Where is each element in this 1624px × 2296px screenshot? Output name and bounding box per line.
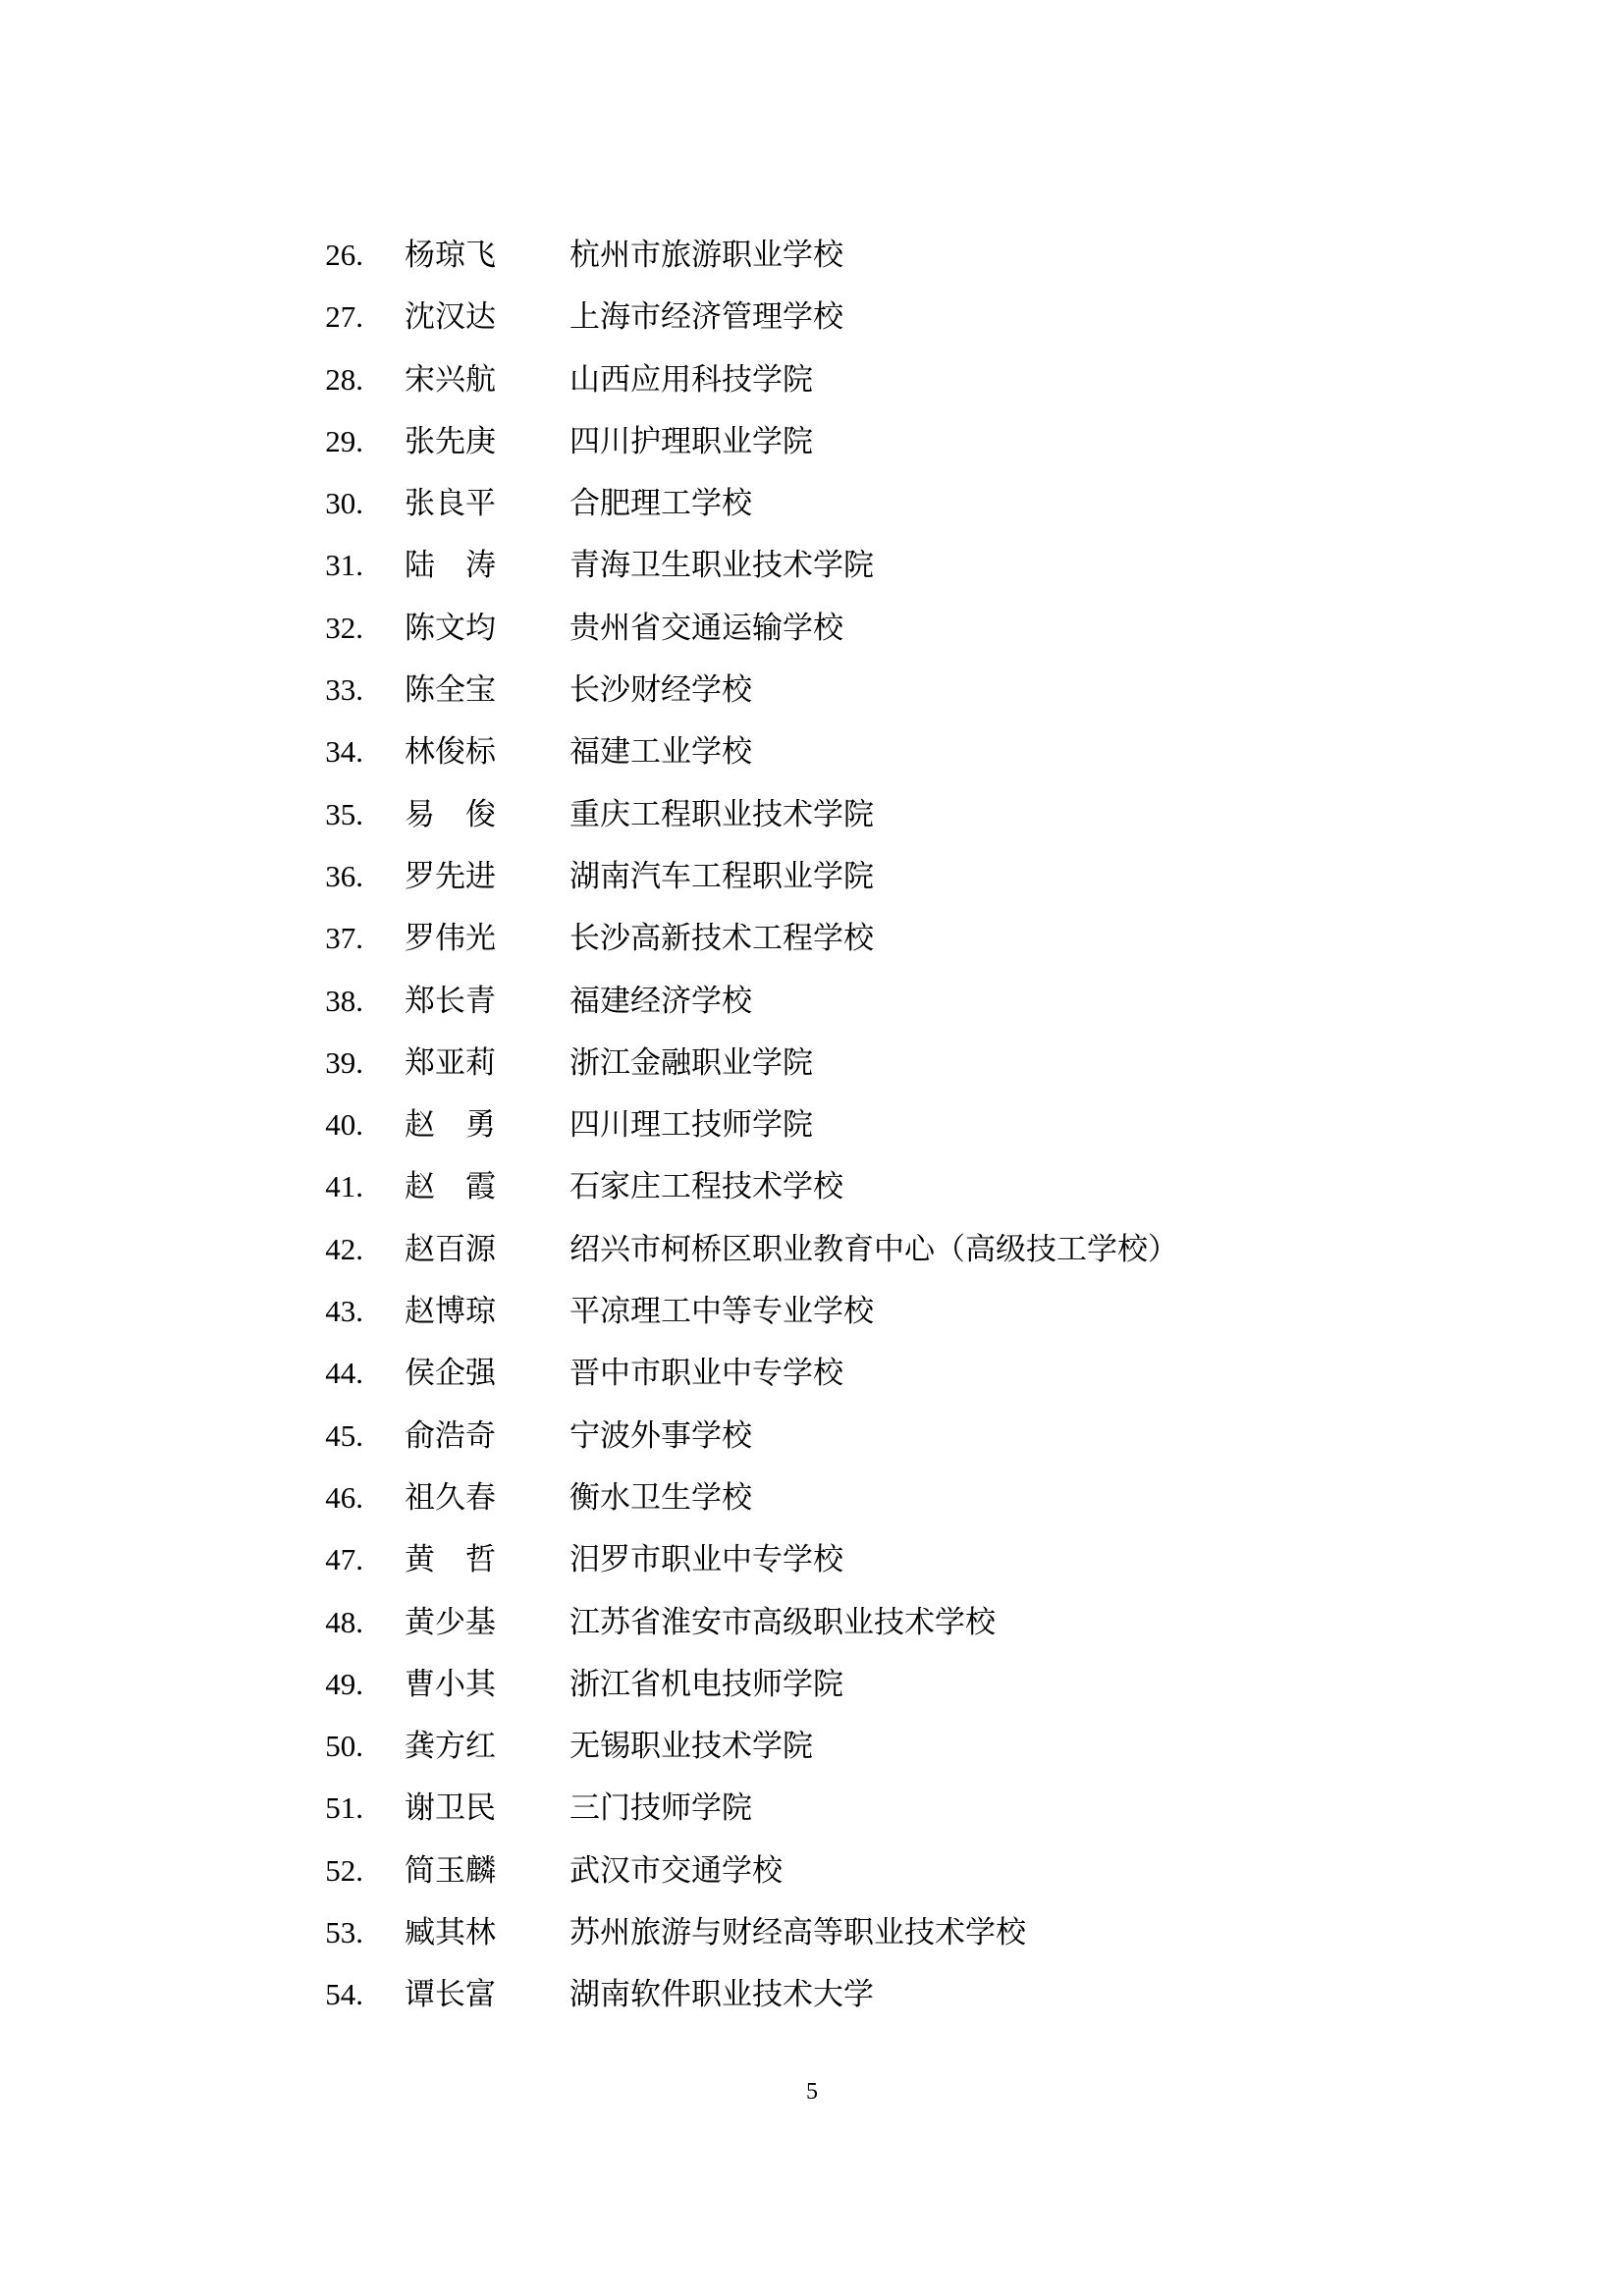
- item-number: 42.: [325, 1231, 363, 1266]
- school-name: 无锡职业技术学院: [569, 1729, 813, 1765]
- list-item: [273, 1840, 1373, 1901]
- page-number: 5: [806, 2079, 818, 2105]
- school-name: 武汉市交通学校: [569, 1852, 783, 1889]
- list-item: [273, 1901, 1373, 1963]
- item-number: 39.: [325, 1044, 363, 1080]
- school-name: 青海卫生职业技术学院: [569, 548, 874, 584]
- school-name: 杭州市旅游职业学校: [569, 238, 843, 273]
- school-name: 四川护理职业学院: [569, 423, 813, 459]
- person-name: 谭长富: [405, 1977, 496, 2013]
- person-name: 罗伟光: [405, 921, 496, 957]
- item-number: 49.: [325, 1666, 363, 1701]
- list-item: [273, 597, 1373, 659]
- list-item: [273, 348, 1373, 410]
- name-list: [273, 224, 1373, 2026]
- list-item: [273, 1094, 1373, 1155]
- person-name: 罗先进: [405, 858, 496, 894]
- person-name: 宋兴航: [405, 361, 496, 398]
- person-name: 郑亚莉: [405, 1044, 496, 1081]
- list-item: [273, 410, 1373, 472]
- item-number: 47.: [325, 1542, 363, 1577]
- item-number: 40.: [325, 1107, 363, 1143]
- person-name: 谢卫民: [405, 1790, 496, 1827]
- school-name: 福建工业学校: [569, 734, 752, 771]
- item-number: 30.: [325, 486, 363, 521]
- school-name: 四川理工技师学院: [569, 1107, 813, 1144]
- person-name: 张先庚: [405, 423, 496, 459]
- item-number: 28.: [325, 361, 363, 397]
- list-item: [273, 1528, 1373, 1590]
- school-name: 石家庄工程技术学校: [569, 1169, 843, 1205]
- school-name: 福建经济学校: [569, 983, 752, 1019]
- item-number: 29.: [325, 423, 363, 458]
- person-name: 杨琼飞: [405, 238, 496, 273]
- school-name: 三门技师学院: [569, 1790, 752, 1827]
- school-name: 平凉理工中等专业学校: [569, 1294, 874, 1330]
- person-name: 龚方红: [405, 1729, 496, 1765]
- person-name: 陈文均: [405, 610, 496, 646]
- person-name: 沈汉达: [405, 299, 496, 336]
- person-name: 曹小其: [405, 1666, 496, 1702]
- item-number: 38.: [325, 983, 363, 1018]
- list-item: [273, 1591, 1373, 1653]
- list-item: [273, 224, 1373, 286]
- person-name: 陈全宝: [405, 672, 496, 709]
- item-number: 35.: [325, 796, 363, 831]
- item-number: 32.: [325, 610, 363, 645]
- person-name: 黄少基: [405, 1604, 496, 1640]
- item-number: 51.: [325, 1790, 363, 1826]
- school-name: 汨罗市职业中专学校: [569, 1542, 843, 1578]
- school-name: 贵州省交通运输学校: [569, 610, 843, 646]
- school-name: 绍兴市柯桥区职业教育中心（高级技工学校）: [569, 1231, 1178, 1267]
- item-number: 53.: [325, 1915, 363, 1950]
- item-number: 48.: [325, 1604, 363, 1639]
- school-name: 浙江金融职业学院: [569, 1044, 813, 1081]
- list-item: [273, 286, 1373, 347]
- item-number: 54.: [325, 1977, 363, 2012]
- item-number: 46.: [325, 1479, 363, 1515]
- person-name: 俞浩奇: [405, 1417, 496, 1454]
- list-item: [273, 1405, 1373, 1467]
- school-name: 山西应用科技学院: [569, 361, 813, 398]
- person-name: 赵 霞: [405, 1169, 496, 1205]
- list-item: [273, 1218, 1373, 1280]
- item-number: 31.: [325, 548, 363, 583]
- list-item: [273, 534, 1373, 596]
- person-name: 赵百源: [405, 1231, 496, 1267]
- person-name: 陆 涛: [405, 548, 496, 584]
- item-number: 44.: [325, 1356, 363, 1391]
- school-name: 江苏省淮安市高级职业技术学校: [569, 1604, 996, 1640]
- item-number: 43.: [325, 1294, 363, 1329]
- person-name: 侯企强: [405, 1356, 496, 1392]
- list-item: [273, 1467, 1373, 1528]
- list-item: [273, 1032, 1373, 1094]
- school-name: 长沙高新技术工程学校: [569, 921, 874, 957]
- list-item: [273, 659, 1373, 721]
- school-name: 湖南汽车工程职业学院: [569, 858, 874, 894]
- person-name: 赵博琼: [405, 1294, 496, 1330]
- person-name: 臧其林: [405, 1915, 496, 1951]
- list-item: [273, 1342, 1373, 1404]
- list-item: [273, 1280, 1373, 1342]
- item-number: 26.: [325, 238, 363, 272]
- person-name: 张良平: [405, 486, 496, 522]
- school-name: 重庆工程职业技术学院: [569, 796, 874, 832]
- school-name: 宁波外事学校: [569, 1417, 752, 1454]
- item-number: 41.: [325, 1169, 363, 1204]
- list-item: [273, 1715, 1373, 1777]
- list-item: [273, 907, 1373, 969]
- item-number: 36.: [325, 858, 363, 893]
- list-item: [273, 783, 1373, 845]
- school-name: 合肥理工学校: [569, 486, 752, 522]
- school-name: 浙江省机电技师学院: [569, 1666, 843, 1702]
- item-number: 45.: [325, 1417, 363, 1453]
- item-number: 34.: [325, 734, 363, 770]
- list-item: [273, 970, 1373, 1032]
- person-name: 黄 哲: [405, 1542, 496, 1578]
- item-number: 27.: [325, 299, 363, 335]
- school-name: 衡水卫生学校: [569, 1479, 752, 1516]
- list-item: [273, 1777, 1373, 1839]
- school-name: 上海市经济管理学校: [569, 299, 843, 336]
- school-name: 湖南软件职业技术大学: [569, 1977, 874, 2013]
- person-name: 易 俊: [405, 796, 496, 832]
- list-item: [273, 1963, 1373, 2025]
- item-number: 33.: [325, 672, 363, 708]
- item-number: 52.: [325, 1852, 363, 1888]
- school-name: 苏州旅游与财经高等职业技术学校: [569, 1915, 1026, 1951]
- item-number: 50.: [325, 1729, 363, 1764]
- list-item: [273, 845, 1373, 907]
- list-item: [273, 1155, 1373, 1217]
- list-item: [273, 721, 1373, 782]
- person-name: 林俊标: [405, 734, 496, 771]
- person-name: 郑长青: [405, 983, 496, 1019]
- person-name: 祖久春: [405, 1479, 496, 1516]
- person-name: 赵 勇: [405, 1107, 496, 1144]
- list-item: [273, 1653, 1373, 1715]
- school-name: 晋中市职业中专学校: [569, 1356, 843, 1392]
- school-name: 长沙财经学校: [569, 672, 752, 709]
- person-name: 简玉麟: [405, 1852, 496, 1889]
- list-item: [273, 472, 1373, 534]
- item-number: 37.: [325, 921, 363, 956]
